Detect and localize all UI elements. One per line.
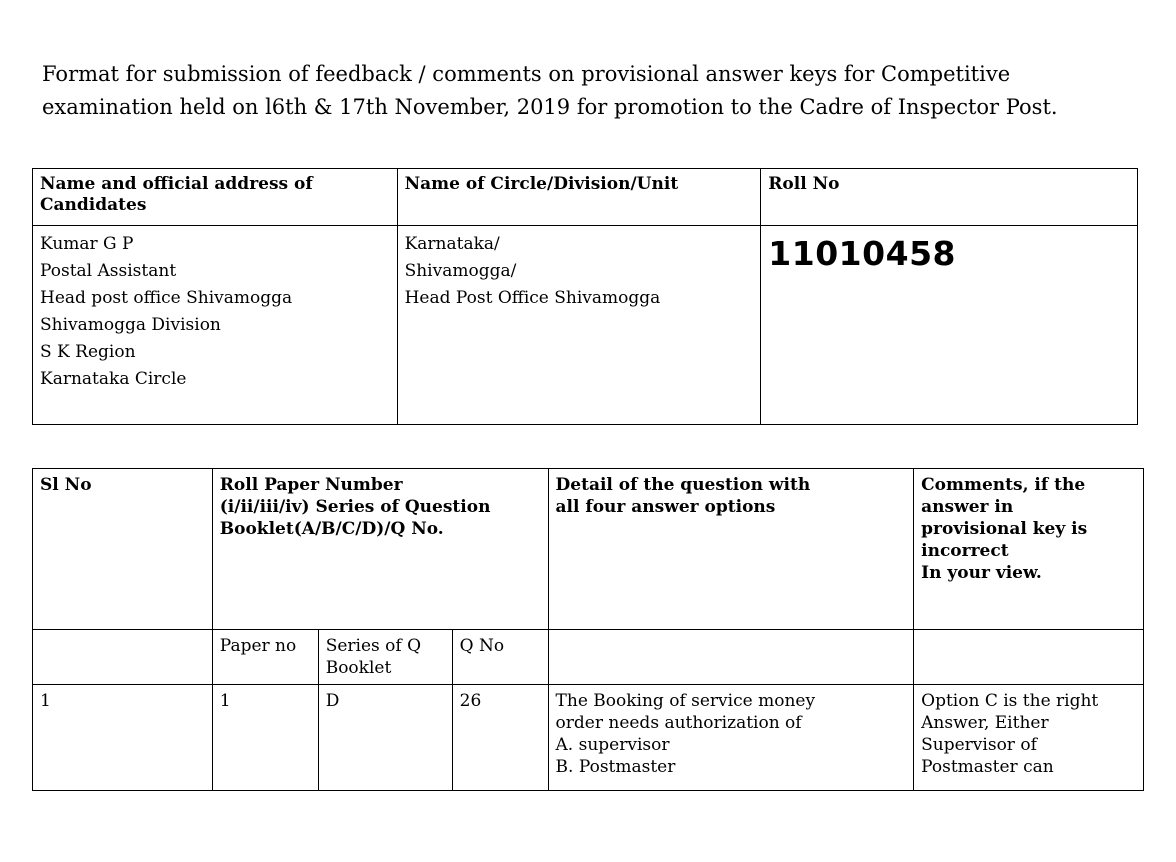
row-q-no: 26 (452, 685, 548, 791)
candidate-header-row (33, 169, 1138, 226)
header-comments-line: In your view. (921, 563, 1042, 583)
roll-number: 11010458 (768, 234, 956, 273)
header-roll-no: Roll No (761, 169, 1138, 226)
feedback-header-row (33, 469, 1144, 630)
candidate-details-table (32, 168, 1138, 425)
header-comments-line: provisional key is (921, 519, 1088, 539)
subheader-empty (33, 630, 213, 685)
subheader-paper-no: Paper no (212, 630, 318, 685)
header-roll-paper-line: Roll Paper Number (219, 475, 403, 495)
row-comment (914, 685, 1144, 791)
candidate-address-cell (33, 226, 398, 425)
header-detail-line: Detail of the question with (555, 475, 811, 495)
header-circle: Name of Circle/Division/Unit (397, 169, 761, 226)
candidate-roll-cell (761, 226, 1138, 425)
feedback-subheader-row (33, 630, 1144, 685)
circle-line: Shivamogga/ (404, 261, 517, 281)
table-row (33, 685, 1144, 791)
candidate-data-row (33, 226, 1138, 425)
subheader-q-no: Q No (452, 630, 548, 685)
address-line: Kumar G P (40, 234, 134, 254)
header-comments-line: answer in (921, 497, 1014, 517)
address-line: Postal Assistant (40, 261, 177, 281)
detail-line: The Booking of service money (555, 691, 816, 711)
subheader-series: Series of Q Booklet (318, 630, 452, 685)
address-line: S K Region (40, 342, 136, 362)
header-comments-line: incorrect (921, 541, 1009, 561)
comment-line: Answer, Either (921, 713, 1049, 733)
row-paper-no: 1 (212, 685, 318, 791)
address-line: Head post office Shivamogga (40, 288, 293, 308)
header-detail (548, 469, 914, 630)
feedback-table (32, 468, 1144, 791)
row-series: D (318, 685, 452, 791)
header-sl-no: Sl No (33, 469, 213, 630)
intro-paragraph (42, 58, 1152, 124)
subheader-empty (548, 630, 914, 685)
candidate-circle-cell (397, 226, 761, 425)
detail-line: B. Postmaster (555, 757, 676, 777)
header-comments (914, 469, 1144, 630)
header-comments-line: Comments, if the (921, 475, 1086, 495)
comment-line: Supervisor of (921, 735, 1037, 755)
address-line: Karnataka Circle (40, 369, 187, 389)
header-roll-paper (212, 469, 548, 630)
circle-line: Karnataka/ (404, 234, 500, 254)
comment-line: Postmaster can (921, 757, 1054, 777)
row-sl-no: 1 (33, 685, 213, 791)
row-detail (548, 685, 914, 791)
header-detail-line: all four answer options (555, 497, 776, 517)
address-line: Shivamogga Division (40, 315, 221, 335)
detail-line: order needs authorization of (555, 713, 802, 733)
subheader-empty (914, 630, 1144, 685)
comment-line: Option C is the right (921, 691, 1099, 711)
intro-line-1: Format for submission of feedback / comments on provisional answer keys for Competitive (42, 62, 1011, 86)
intro-line-2: examination held on l6th & 17th November, 2019 for promotion to the Cadre of Inspector Post. (42, 95, 1058, 119)
circle-line: Head Post Office Shivamogga (404, 288, 661, 308)
detail-line: A. supervisor (555, 735, 670, 755)
header-name-address: Name and official address of Candidates (33, 169, 398, 226)
header-roll-paper-line: (i/ii/iii/iv) Series of Question (219, 497, 491, 517)
header-roll-paper-line: Booklet(A/B/C/D)/Q No. (219, 519, 444, 539)
